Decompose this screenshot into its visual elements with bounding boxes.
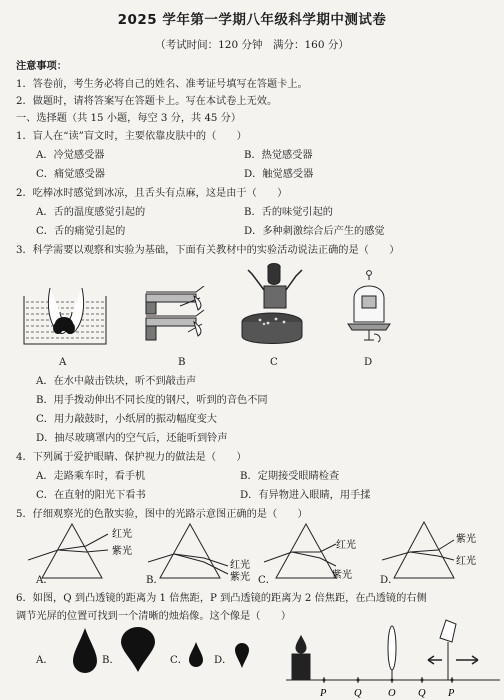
q5-label-b: B． [146, 575, 164, 586]
q3-figure-label-d: D [364, 357, 373, 368]
q4-option-c: C．在直射的阳光下看书 [36, 490, 146, 501]
q3-figure-label-c: C [270, 357, 278, 368]
q2-option-c: C．舌的痛觉引起的 [36, 226, 126, 237]
q2-option-b: B．舌的味觉引起的 [244, 207, 333, 218]
q6-stem-line-2: 调节光屏的位置可找到一个清晰的烛焰像。这个像是（ ） [16, 611, 292, 622]
q5-a-red-label: 红光 [112, 529, 132, 540]
q5-c-violet-label: 紫光 [332, 570, 352, 581]
q5-b-violet-label: 紫光 [230, 572, 250, 583]
axis-label-p-left: P [320, 688, 327, 699]
q6-flame-c [186, 640, 206, 670]
q6-optical-bench [282, 618, 502, 700]
q3-option-b: B．用手拨动伸出不同长度的钢尺，听到的音色不同 [36, 395, 268, 406]
q3-figure-b [140, 286, 210, 348]
q3-option-d: D．抽尽玻璃罩内的空气后，还能听到铃声 [36, 433, 228, 444]
q6-option-label-a: A． [36, 655, 54, 666]
q5-label-a: A． [36, 575, 54, 586]
q3-figure-label-a: A [59, 357, 67, 368]
q3-stem: 3．科学需要以观察和实验为基础，下面有关教材中的实验活动说法正确的是（ ） [16, 245, 400, 256]
q5-label-c: C． [258, 575, 276, 586]
q5-c-red-label: 红光 [336, 540, 356, 551]
exam-subtitle: （考试时间：120 分钟 满分：160 分） [155, 39, 349, 51]
notice-item-2: 2．做题时，请将答案写在答题卡上。写在本试卷上无效。 [16, 96, 278, 107]
q1-stem: 1．盲人在“读”盲文时，主要依靠皮肤中的（ ） [16, 131, 247, 142]
q5-label-d: D． [380, 575, 399, 586]
q3-option-a: A．在水中敲击铁块，听不到敲击声 [36, 376, 197, 387]
q5-prism-b [148, 522, 260, 584]
q6-flame-a [70, 626, 100, 676]
q5-prism-c [262, 522, 382, 584]
axis-label-p-right: P [448, 688, 455, 699]
q2-stem: 2．吃棒冰时感觉到冰凉，且舌头有点麻，这是由于（ ） [16, 188, 288, 199]
axis-label-o: O [388, 688, 396, 699]
q1-option-c: C．痛觉感受器 [36, 169, 105, 180]
q5-prism-d [382, 520, 500, 584]
q3-figure-d [344, 270, 394, 348]
section-1-heading: 一、选择题（共 15 小题，每空 3 分，共 45 分） [16, 113, 242, 124]
q6-stem-line-1: 6．如图，Q 到凸透镜的距离为 1 倍焦距，P 到凸透镜的距离为 2 倍焦距，在凸透镜的右侧 [16, 593, 427, 604]
q6-option-label-c: C． [170, 655, 188, 666]
axis-label-q-right: Q [418, 688, 426, 699]
q1-option-a: A．冷觉感受器 [36, 150, 105, 161]
q3-figure-a [20, 288, 112, 348]
q6-option-label-b: B． [102, 655, 120, 666]
q4-stem: 4．下列属于爱护眼睛、保护视力的做法是（ ） [16, 452, 247, 463]
q5-a-violet-label: 紫光 [112, 546, 132, 557]
q5-d-violet-label: 紫光 [456, 534, 476, 545]
q3-option-c: C．用力敲鼓时，小纸屑的振动幅度变大 [36, 414, 217, 425]
q6-flame-b [118, 624, 158, 674]
q2-option-a: A．舌的温度感觉引起的 [36, 207, 146, 218]
notice-item-1: 1．答卷前，考生务必将自己的姓名、准考证号填写在答题卡上。 [16, 79, 308, 90]
q6-option-label-d: D． [214, 655, 233, 666]
q5-d-red-label: 红光 [456, 556, 476, 567]
q6-flame-d [232, 640, 252, 670]
q4-option-d: D．有异物进入眼睛，用手揉 [240, 490, 371, 501]
q3-figure-c [238, 262, 308, 352]
q4-option-a: A．走路乘车时，看手机 [36, 471, 146, 482]
q3-figure-label-b: B [178, 357, 186, 368]
q1-option-b: B．热觉感受器 [244, 150, 313, 161]
q2-option-d: D．多种刺激综合后产生的感觉 [244, 226, 385, 237]
q5-stem: 5．仔细观察光的色散实验，图中的光路示意图正确的是（ ） [16, 509, 308, 520]
q1-option-d: D．触觉感受器 [244, 169, 314, 180]
q5-b-red-label: 红光 [230, 560, 250, 571]
notice-heading: 注意事项： [16, 60, 67, 72]
axis-label-q-left: Q [354, 688, 362, 699]
exam-title: 2025 学年第一学期八年级科学期中测试卷 [117, 12, 387, 28]
q4-option-b: B．定期接受眼睛检查 [240, 471, 340, 482]
